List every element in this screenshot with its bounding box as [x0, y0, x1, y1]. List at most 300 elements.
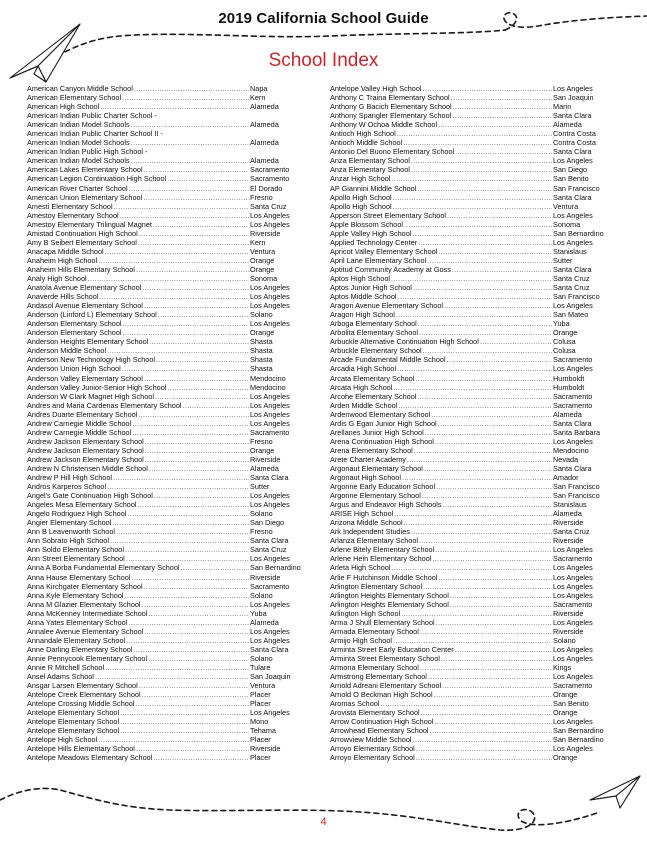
- school-name: Andrew P Hill High School: [27, 473, 113, 483]
- school-name: Arena Continuation High School: [330, 436, 434, 446]
- index-entry: [330, 609, 621, 618]
- index-entry: [330, 636, 621, 645]
- index-entry: [330, 202, 621, 211]
- index-entry: [330, 518, 621, 527]
- county-name: San Mateo: [553, 310, 589, 320]
- county-name: Los Angeles: [250, 210, 290, 220]
- index-entry: [27, 147, 318, 156]
- index-entry: [27, 600, 318, 609]
- county-name: San Benito: [553, 699, 589, 709]
- county-name: Yuba: [250, 608, 267, 618]
- county-name: Mendocino: [553, 445, 589, 455]
- index-entry: [330, 554, 621, 563]
- county-name: Los Angeles: [250, 491, 290, 501]
- dot-leader: [107, 346, 249, 355]
- school-name: Armona Elementary School: [330, 663, 419, 672]
- index-entry: [27, 156, 318, 165]
- school-name: Anzar High School: [330, 174, 391, 184]
- county-name: Orange: [250, 445, 275, 455]
- index-column-right: [330, 84, 621, 763]
- school-name: Armijo High School: [330, 635, 393, 645]
- dot-leader: [105, 247, 249, 256]
- index-entry: [330, 446, 621, 455]
- county-name: Los Angeles: [250, 219, 290, 229]
- school-name: Anna Kyle Elementary School: [27, 590, 124, 600]
- county-name: Riverside: [553, 536, 584, 546]
- school-name: American Indian Public Charter School -: [27, 111, 157, 121]
- school-name: Antioch Middle School: [330, 138, 403, 148]
- county-name: San Bernardino: [553, 735, 604, 745]
- index-entry: [330, 120, 621, 129]
- county-name: Orange: [553, 753, 578, 763]
- county-name: Los Angeles: [250, 301, 290, 311]
- index-entry: [27, 455, 318, 464]
- school-name: Anna McKenney Intermediate School: [27, 608, 148, 618]
- dot-leader: [423, 84, 552, 93]
- dot-leader: [419, 536, 552, 545]
- school-name: Anza Elementary School: [330, 156, 410, 166]
- page-number: 4: [320, 816, 327, 828]
- index-entry: [27, 174, 318, 183]
- school-name: Apple Blossom School: [330, 219, 404, 229]
- dot-leader: [447, 355, 552, 364]
- school-name: Anderson Valley Junior-Senior High School: [27, 382, 167, 392]
- school-name: Anne Darling Elementary School: [27, 644, 133, 654]
- index-entry: [27, 536, 318, 545]
- dot-leader: [144, 301, 249, 310]
- school-name: April Lane Elementary School: [330, 255, 427, 265]
- dot-leader: [156, 355, 249, 364]
- dot-leader: [398, 401, 552, 410]
- index-entry: [330, 654, 621, 663]
- school-name: Antelope Elementary School: [27, 708, 120, 718]
- school-name: Andrew Carnegie Middle School: [27, 418, 132, 428]
- dot-leader: [158, 310, 249, 319]
- school-name: Antelope Hills Elementary School: [27, 744, 135, 754]
- dot-leader: [414, 446, 552, 455]
- dot-leader: [434, 690, 552, 699]
- county-name: Sacramento: [553, 400, 593, 410]
- school-name: Anderson (Linford L) Elementary School: [27, 310, 157, 320]
- county-name: Santa Clara: [250, 644, 289, 654]
- county-name: Los Angeles: [250, 283, 290, 293]
- index-entry: [27, 301, 318, 310]
- county-name: Orange: [553, 328, 578, 338]
- index-entry: [330, 138, 621, 147]
- county-name: Santa Clara: [250, 536, 289, 546]
- index-entry: [27, 184, 318, 193]
- index-entry: [330, 672, 621, 681]
- county-name: San Joaquin: [250, 672, 291, 682]
- index-entry: [27, 554, 318, 563]
- school-name: Angeles Mesa Elementary School: [27, 500, 137, 510]
- dot-leader: [380, 699, 552, 708]
- county-name: Los Angeles: [250, 599, 290, 609]
- paper-plane-icon: [590, 776, 640, 808]
- index-entry: [330, 627, 621, 636]
- county-name: Riverside: [553, 608, 584, 618]
- dot-leader: [95, 672, 249, 681]
- school-name: Argonaut Elementary School: [330, 463, 423, 473]
- dot-leader: [393, 202, 552, 211]
- dot-leader: [436, 618, 552, 627]
- school-name: Anderson Heights Elementary School: [27, 337, 149, 347]
- index-entry: [27, 364, 318, 373]
- dot-leader: [420, 627, 552, 636]
- index-entry: [330, 717, 621, 726]
- county-name: Santa Cruz: [250, 545, 287, 555]
- county-name: Los Angeles: [553, 545, 593, 555]
- county-name: Sacramento: [553, 681, 593, 691]
- school-name: Anderson Valley Elementary School: [27, 373, 143, 383]
- county-name: Sutter: [250, 482, 270, 492]
- county-name: Humboldt: [553, 382, 585, 392]
- school-name: Ann Soldo Elementary School: [27, 545, 124, 555]
- dot-leader: [413, 283, 552, 292]
- county-name: Mendocino: [250, 382, 286, 392]
- index-entry: [27, 636, 318, 645]
- school-name: Ansel Adams School: [27, 672, 94, 682]
- county-name: Humboldt: [553, 373, 585, 383]
- dot-leader: [114, 202, 249, 211]
- dot-leader: [455, 645, 552, 654]
- school-name: American River Charter School: [27, 183, 128, 193]
- index-entry: [27, 582, 318, 591]
- dot-leader: [112, 518, 249, 527]
- school-name: Arellanes Junior High School: [330, 427, 424, 437]
- county-name: Tulare: [250, 663, 271, 672]
- index-entry: [27, 654, 318, 663]
- school-name: Arcohe Elementary School: [330, 391, 417, 401]
- county-name: Riverside: [553, 626, 584, 636]
- county-name: Shasta: [250, 346, 273, 356]
- school-name: American Union Elementary School: [27, 192, 143, 202]
- index-entry: [330, 193, 621, 202]
- school-name: Arrowview Middle School: [330, 735, 412, 745]
- county-name: Sacramento: [553, 554, 593, 564]
- county-name: San Francisco: [553, 482, 600, 492]
- county-name: Alameda: [250, 138, 279, 148]
- index-entry: [330, 256, 621, 265]
- county-name: Shasta: [250, 337, 273, 347]
- county-name: Napa: [250, 84, 268, 93]
- index-entry: [27, 618, 318, 627]
- school-name: Anna A Borba Fundamental Elementary School: [27, 563, 180, 573]
- index-entry: [330, 129, 621, 138]
- dot-leader: [139, 681, 249, 690]
- county-name: Santa Cruz: [250, 201, 287, 211]
- dot-leader: [120, 708, 249, 717]
- dot-leader: [447, 211, 552, 220]
- dot-leader: [145, 446, 249, 455]
- dot-leader: [441, 654, 552, 663]
- dot-leader: [128, 618, 249, 627]
- dot-leader: [144, 374, 249, 383]
- index-entry: [330, 491, 621, 500]
- dot-leader: [404, 220, 552, 229]
- county-name: Santa Cruz: [553, 283, 590, 293]
- school-name: Amesti Elementary School: [27, 201, 113, 211]
- county-name: Marin: [553, 102, 572, 112]
- school-name: Antelope Crossing Middle School: [27, 699, 135, 709]
- school-name: Arleta High School: [330, 563, 391, 573]
- school-name: Antelope Elementary School: [27, 717, 120, 727]
- dot-leader: [153, 753, 249, 762]
- index-entry: [27, 283, 318, 292]
- index-entry: [330, 93, 621, 102]
- county-name: Los Angeles: [250, 400, 290, 410]
- index-entry: [27, 120, 318, 129]
- school-name: Apple Valley High School: [330, 228, 412, 238]
- dot-leader: [136, 699, 250, 708]
- dot-leader: [122, 93, 249, 102]
- index-entry: [330, 328, 621, 337]
- dot-leader: [425, 428, 552, 437]
- school-name: Anthony W Ochoa Middle School: [330, 120, 438, 130]
- dot-leader: [149, 337, 249, 346]
- dot-leader: [411, 527, 552, 536]
- index-entry: [330, 364, 621, 373]
- dot-leader: [435, 437, 552, 446]
- index-entry: [330, 301, 621, 310]
- county-name: Los Angeles: [553, 210, 593, 220]
- school-name: Aragon Avenue Elementary School: [330, 301, 444, 311]
- index-entry: [27, 545, 318, 554]
- county-name: Los Angeles: [553, 364, 593, 374]
- school-name: Annandale Elementary School: [27, 635, 126, 645]
- index-entry: [27, 328, 318, 337]
- county-name: Santa Clara: [553, 463, 592, 473]
- dot-leader: [411, 165, 552, 174]
- county-name: Riverside: [250, 228, 281, 238]
- index-entry: [27, 374, 318, 383]
- dot-leader: [402, 473, 552, 482]
- index-entry: [330, 482, 621, 491]
- dot-leader: [145, 455, 249, 464]
- county-name: Colusa: [553, 337, 576, 347]
- county-name: Contra Costa: [553, 129, 596, 139]
- index-entry: [330, 111, 621, 120]
- dot-leader: [138, 500, 249, 509]
- index-entry: [27, 247, 318, 256]
- school-name: Anna M Glazier Elementary School: [27, 599, 141, 609]
- county-name: Santa Clara: [553, 111, 592, 121]
- county-name: Alameda: [250, 120, 279, 130]
- index-entry: [330, 690, 621, 699]
- dot-leader: [438, 573, 552, 582]
- dot-leader: [116, 527, 249, 536]
- dot-leader: [450, 600, 552, 609]
- index-entry: [27, 744, 318, 753]
- county-name: El Dorado: [250, 183, 283, 193]
- county-name: San Joaquin: [553, 93, 594, 103]
- county-name: San Bernardino: [250, 563, 301, 573]
- county-name: Sacramento: [553, 599, 593, 609]
- county-name: Alameda: [250, 156, 279, 166]
- county-name: Alameda: [250, 102, 279, 112]
- county-name: Sutter: [553, 255, 573, 265]
- school-name: Arcade Fundamental Middle School: [330, 355, 446, 365]
- index-entry: [27, 401, 318, 410]
- dot-leader: [107, 482, 249, 491]
- county-name: Orange: [250, 255, 275, 265]
- school-name: American Canyon Middle School: [27, 84, 133, 93]
- index-entry: [27, 482, 318, 491]
- index-entry: [27, 265, 318, 274]
- index-entry: [27, 274, 318, 283]
- county-name: Kern: [250, 93, 266, 103]
- county-name: Ventura: [553, 201, 579, 211]
- school-name: Aragon High School: [330, 310, 395, 320]
- index-entry: [27, 355, 318, 364]
- dot-leader: [105, 663, 249, 672]
- county-name: Los Angeles: [553, 436, 593, 446]
- school-name: Arbolita Elementary School: [330, 328, 419, 338]
- county-name: Fresno: [250, 527, 273, 537]
- school-name: Argus and Endeavor High Schools: [330, 500, 442, 510]
- school-name: Anderson Union High School: [27, 364, 121, 374]
- county-name: Solano: [250, 653, 273, 663]
- dot-leader: [423, 346, 552, 355]
- index-entry: [27, 193, 318, 202]
- dot-leader: [100, 102, 249, 111]
- dot-leader: [131, 156, 249, 165]
- county-name: Sacramento: [250, 427, 290, 437]
- dot-leader: [417, 184, 552, 193]
- index-entry: [330, 473, 621, 482]
- school-name: Ardis G Egan Junior High School: [330, 418, 437, 428]
- dot-leader: [142, 690, 249, 699]
- index-entry: [330, 229, 621, 238]
- school-name: American High School: [27, 102, 100, 112]
- county-name: Santa Barbara: [553, 427, 601, 437]
- county-name: Los Angeles: [250, 391, 290, 401]
- dot-leader: [132, 428, 249, 437]
- school-name: Arden Middle School: [330, 400, 398, 410]
- index-entry: [330, 428, 621, 437]
- index-entry: [27, 591, 318, 600]
- school-name: American Lakes Elementary School: [27, 165, 143, 175]
- school-name: Amestoy Elementary School: [27, 210, 119, 220]
- dot-leader: [148, 654, 249, 663]
- school-name: Apollo High School: [330, 192, 392, 202]
- school-name: Andrew Jackson Elementary School: [27, 445, 144, 455]
- index-entry: [330, 726, 621, 735]
- county-name: Riverside: [250, 454, 281, 464]
- county-name: Los Angeles: [250, 554, 290, 564]
- county-name: Solano: [250, 310, 273, 320]
- index-entry: [330, 283, 621, 292]
- dot-leader: [397, 129, 552, 138]
- school-name: Arlington High School: [330, 608, 401, 618]
- county-name: Los Angeles: [250, 409, 290, 419]
- index-entry: [27, 202, 318, 211]
- county-name: Los Angeles: [250, 708, 290, 718]
- dot-leader: [183, 401, 249, 410]
- school-name: Anthony Spangler Elementary School: [330, 111, 452, 121]
- county-name: San Benito: [553, 174, 589, 184]
- county-name: Santa Clara: [553, 192, 592, 202]
- dot-leader: [142, 600, 249, 609]
- index-entry: [330, 310, 621, 319]
- index-entry: [27, 500, 318, 509]
- school-name: Arlene Hein Elementary School: [330, 554, 432, 564]
- dot-leader: [167, 383, 249, 392]
- dot-leader: [110, 536, 249, 545]
- index-entry: [330, 527, 621, 536]
- index-entry: [27, 446, 318, 455]
- dot-leader: [98, 735, 249, 744]
- index-entry: [27, 84, 318, 93]
- school-name: American Legion Continuation High School: [27, 174, 167, 184]
- index-entry: [27, 238, 318, 247]
- dot-leader: [455, 147, 552, 156]
- school-name: AP Giannini Middle School: [330, 183, 417, 193]
- school-name: Aptos Middle School: [330, 292, 397, 302]
- dot-leader: [155, 392, 249, 401]
- county-name: Placer: [250, 699, 271, 709]
- county-name: Riverside: [553, 518, 584, 528]
- index-entry: [330, 419, 621, 428]
- index-entry: [27, 111, 318, 120]
- dot-leader: [394, 509, 552, 518]
- county-name: Los Angeles: [250, 319, 290, 329]
- index-entry: [27, 527, 318, 536]
- school-name: Arizona Middle School: [330, 518, 403, 528]
- county-name: Sonoma: [250, 273, 278, 283]
- county-name: Los Angeles: [553, 590, 593, 600]
- dot-leader: [134, 84, 249, 93]
- index-entry: [27, 491, 318, 500]
- dot-leader: [138, 238, 249, 247]
- county-name: Los Angeles: [250, 626, 290, 636]
- dot-leader: [401, 609, 552, 618]
- dot-leader: [418, 238, 552, 247]
- county-name: Los Angeles: [553, 581, 593, 591]
- school-name: Anthony G Bacich Elementary School: [330, 102, 452, 112]
- school-name: Antelope Meadows Elementary School: [27, 753, 153, 763]
- index-entry: [27, 138, 318, 147]
- school-name: Arlington Elementary School: [330, 581, 423, 591]
- dot-leader: [428, 672, 552, 681]
- county-name: Los Angeles: [553, 237, 593, 247]
- dot-leader: [452, 265, 552, 274]
- dot-leader: [393, 383, 552, 392]
- school-name: Amistad Continuation High School: [27, 228, 138, 238]
- school-name: Andros Karperos School: [27, 482, 107, 492]
- dot-leader: [126, 554, 249, 563]
- school-name: Ann Sobrato High School: [27, 536, 109, 546]
- dot-leader: [452, 111, 552, 120]
- county-name: Sonoma: [553, 219, 581, 229]
- school-name: Arlie F Hutchinson Middle School: [330, 572, 438, 582]
- dot-leader: [145, 437, 249, 446]
- school-name: Argonne Elementary School: [330, 491, 421, 501]
- school-name: Antioch High School: [330, 129, 396, 139]
- dot-leader: [120, 717, 249, 726]
- index-entry: [330, 509, 621, 518]
- school-name: Anderson Elementary School: [27, 319, 122, 329]
- dot-leader: [125, 545, 249, 554]
- dot-leader: [98, 256, 249, 265]
- index-entry: [27, 256, 318, 265]
- index-entry: [27, 609, 318, 618]
- index-entry: [27, 410, 318, 419]
- county-name: Alameda: [553, 409, 582, 419]
- index-entry: [27, 419, 318, 428]
- index-entry: [330, 663, 621, 672]
- guide-title: 2019 California School Guide: [218, 10, 429, 27]
